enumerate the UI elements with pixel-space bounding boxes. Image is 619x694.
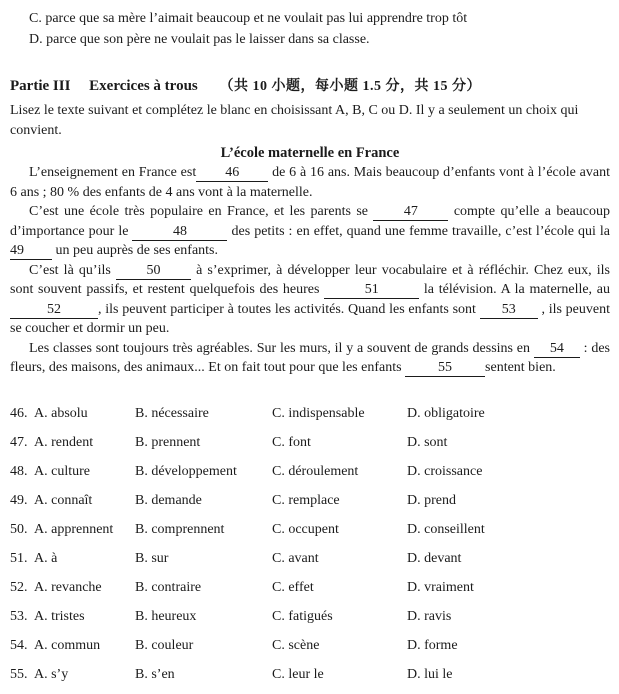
option-c: C. effet: [272, 579, 314, 595]
option-line-c: C. parce que sa mère l’aimait beaucoup et ne voulait pas lui apprendre trop tôt: [29, 11, 468, 26]
question-row: [10, 549, 610, 578]
option-b: B. comprennent: [135, 521, 225, 537]
passage-paragraph: Les classes sont toujours très agréables. Sur les murs, il y a souvent de grands dessins en 54 : des fleurs, des maisons, des animaux... Et on fait tout pour que les enfants 55 sentent bien.: [10, 340, 610, 375]
option-c: C. scène: [272, 637, 320, 653]
question-number: 48.: [10, 463, 28, 479]
blank-48: 48: [132, 224, 227, 241]
option-a: A. apprennent: [34, 521, 114, 537]
question-number: 51.: [10, 550, 28, 566]
option-c: C. indispensable: [272, 405, 365, 421]
option-b: B. demande: [135, 492, 202, 508]
option-d: D. lui le: [407, 666, 453, 682]
option-a: A. tristes: [34, 608, 85, 624]
question-row: [10, 665, 610, 694]
option-d: D. devant: [407, 550, 462, 566]
questions-list: [10, 404, 610, 694]
option-a: A. à: [34, 550, 58, 566]
question-number: 49.: [10, 492, 28, 508]
question-number: 50.: [10, 521, 28, 537]
blank-52: 52: [10, 302, 98, 319]
passage-paragraph: L’enseignement en France est 46 de 6 à 16 ans. Mais beaucoup d’enfants vont à l’école avant 6 ans ; 80 % des enfants de 4 ans vont à la maternelle.: [10, 165, 611, 200]
blank-49: 49: [10, 243, 52, 260]
part-label: Partie III: [10, 78, 71, 94]
option-c: C. avant: [272, 550, 319, 566]
option-line-d: D. parce que son père ne voulait pas le laisser dans sa classe.: [29, 32, 370, 47]
option-b: B. développement: [135, 463, 237, 479]
option-d: D. conseillent: [407, 521, 485, 537]
question-row: [10, 636, 610, 665]
option-d: D. obligatoire: [407, 405, 485, 421]
blank-47: 47: [373, 204, 448, 221]
option-b: B. nécessaire: [135, 405, 209, 421]
option-a: A. revanche: [34, 579, 102, 595]
option-d: D. ravis: [407, 608, 452, 624]
option-b: B. heureux: [135, 608, 197, 624]
question-row: [10, 433, 610, 462]
option-d: D. vraiment: [407, 579, 474, 595]
option-c: C. font: [272, 434, 311, 450]
option-b: B. couleur: [135, 637, 194, 653]
option-b: B. prennent: [135, 434, 201, 450]
previous-question-options: [10, 8, 610, 50]
question-number: 55.: [10, 666, 28, 682]
blank-55: 55: [405, 360, 485, 377]
passage-paragraph: C’est une école très populaire en France, et les parents se 47 compte qu’elle a beaucoup d’importance pour le 48 des petits : en effet, quand une femme travaille, c’est l’école qui la 49 un peu auprès de ses enfants.: [10, 204, 610, 258]
question-number: 52.: [10, 579, 28, 595]
option-c: C. déroulement: [272, 463, 359, 479]
question-number: 46.: [10, 405, 28, 421]
option-b: B. contraire: [135, 579, 202, 595]
option-c: C. leur le: [272, 666, 324, 682]
option-d: D. prend: [407, 492, 456, 508]
passage: [10, 163, 610, 378]
option-c: C. fatigués: [272, 608, 333, 624]
blank-50: 50: [116, 263, 191, 280]
passage-title: L’école maternelle en France: [220, 145, 400, 161]
question-number: 54.: [10, 637, 28, 653]
blank-54: 54: [534, 341, 580, 358]
question-row: [10, 491, 610, 520]
question-row: [10, 578, 610, 607]
option-d: D. forme: [407, 637, 458, 653]
option-a: A. rendent: [34, 434, 94, 450]
option-a: A. s’y: [34, 666, 69, 682]
blank-51: 51: [324, 282, 419, 299]
question-number: 53.: [10, 608, 28, 624]
option-b: B. sur: [135, 550, 169, 566]
question-row: [10, 404, 610, 433]
section-heading: [10, 75, 610, 98]
option-a: A. connaît: [34, 492, 93, 508]
question-row: [10, 607, 610, 636]
option-b: B. s’en: [135, 666, 175, 682]
question-row: [10, 462, 610, 491]
option-a: A. culture: [34, 463, 90, 479]
option-c: C. occupent: [272, 521, 339, 537]
blank-46: 46: [196, 165, 268, 182]
part-title: Exercices à trous: [89, 78, 198, 94]
option-a: A. absolu: [34, 405, 88, 421]
option-d: D. sont: [407, 434, 448, 450]
passage-paragraph: C’est là qu’ils 50 à s’exprimer, à développer leur vocabulaire et à réfléchir. Chez eux, ils sont souvent passifs, et restent quelquefois des heures 51 la télévision. A la maternelle, au52 , ils peuvent participer à toutes les activités. Quand les enfants sont 53 , ils peuvent se coucher et dormir un peu.: [10, 262, 611, 336]
question-number: 47.: [10, 434, 28, 450]
option-c: C. remplace: [272, 492, 340, 508]
question-row: [10, 520, 610, 549]
blank-53: 53: [480, 302, 538, 319]
instructions: Lisez le texte suivant et complétez le blanc en choisissant A, B, C ou D. Il y a seulement un choix qui convient.: [10, 103, 579, 138]
option-d: D. croissance: [407, 463, 483, 479]
option-a: A. commun: [34, 637, 101, 653]
score-note: （共 10 小题，每小题 1.5 分，共 15 分）: [219, 79, 481, 94]
